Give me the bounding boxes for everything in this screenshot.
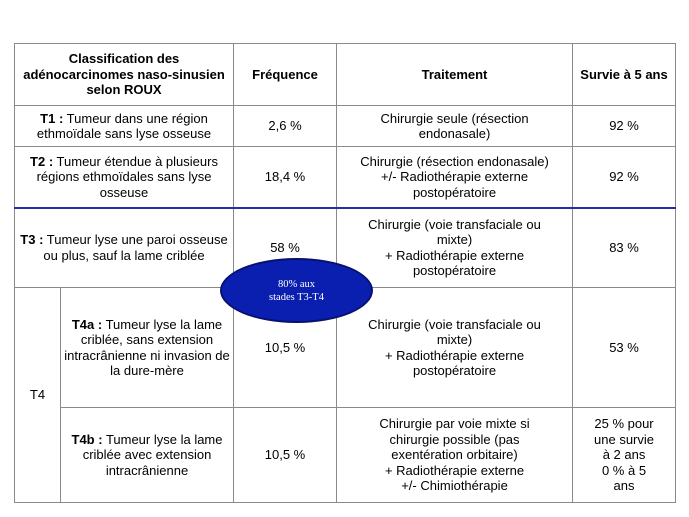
treatment-cell-t1: Chirurgie seule (résection endonasale) [337,106,573,147]
survival-cell-t2: 92 % [573,147,676,208]
survival-cell-t4b: 25 % pour une survie à 2 ans 0 % à 5 ans [573,408,676,503]
survival-cell-t1: 92 % [573,106,676,147]
header-survie: Survie à 5 ans [573,44,676,106]
table-row-t4b [15,408,676,503]
stage-callout-ellipse [220,258,373,323]
table-row-t1 [15,106,676,147]
treatment-cell-t3: Chirurgie (voie transfaciale ou mixte) + Radiothérapie externe postopératoire [337,208,573,288]
survival-cell-t3: 83 % [573,208,676,288]
header-row [15,44,676,106]
stage-cell-t3: T3 : Tumeur lyse une paroi osseuse ou plus, sauf la lame criblée [15,208,234,288]
survival-cell-t4a: 53 % [573,288,676,408]
header-classification: Classification des adénocarcinomes naso-sinusien selon ROUX [15,44,234,106]
treatment-cell-t4b: Chirurgie par voie mixte si chirurgie possible (pas exentération orbitaire) + Radiothérapie externe +/- Chimiothérapie [337,408,573,503]
callout-line-2: stades T3-T4 [269,291,324,303]
stage-cell-t4b: T4b : Tumeur lyse la lame criblée avec extension intracrânienne [61,408,234,503]
frequency-cell-t4b: 10,5 % [234,408,337,503]
stage-cell-t2: T2 : Tumeur étendue à plusieurs régions ethmoïdales sans lyse osseuse [15,147,234,208]
header-frequence: Fréquence [234,44,337,106]
stage-cell-t1: T1 : Tumeur dans une région ethmoïdale sans lyse osseuse [15,106,234,147]
callout-line-1: 80% aux [277,278,316,290]
treatment-cell-t2: Chirurgie (résection endonasale) +/- Radiothérapie externe postopératoire [337,147,573,208]
frequency-cell-t4a: 10,5 % [234,288,337,408]
frequency-cell-t3: 58 % [234,208,337,288]
stage-cell-t4: T4 [15,288,61,503]
table-row-t2 [15,147,676,208]
frequency-cell-t1: 2,6 % [234,106,337,147]
frequency-cell-t2: 18,4 % [234,147,337,208]
stage-cell-t4a: T4a : Tumeur lyse la lame criblée, sans extension intracrânienne ni invasion de la dure-mère [61,288,234,408]
header-traitement: Traitement [337,44,573,106]
treatment-cell-t4a: Chirurgie (voie transfaciale ou mixte) + Radiothérapie externe postopératoire [337,288,573,408]
